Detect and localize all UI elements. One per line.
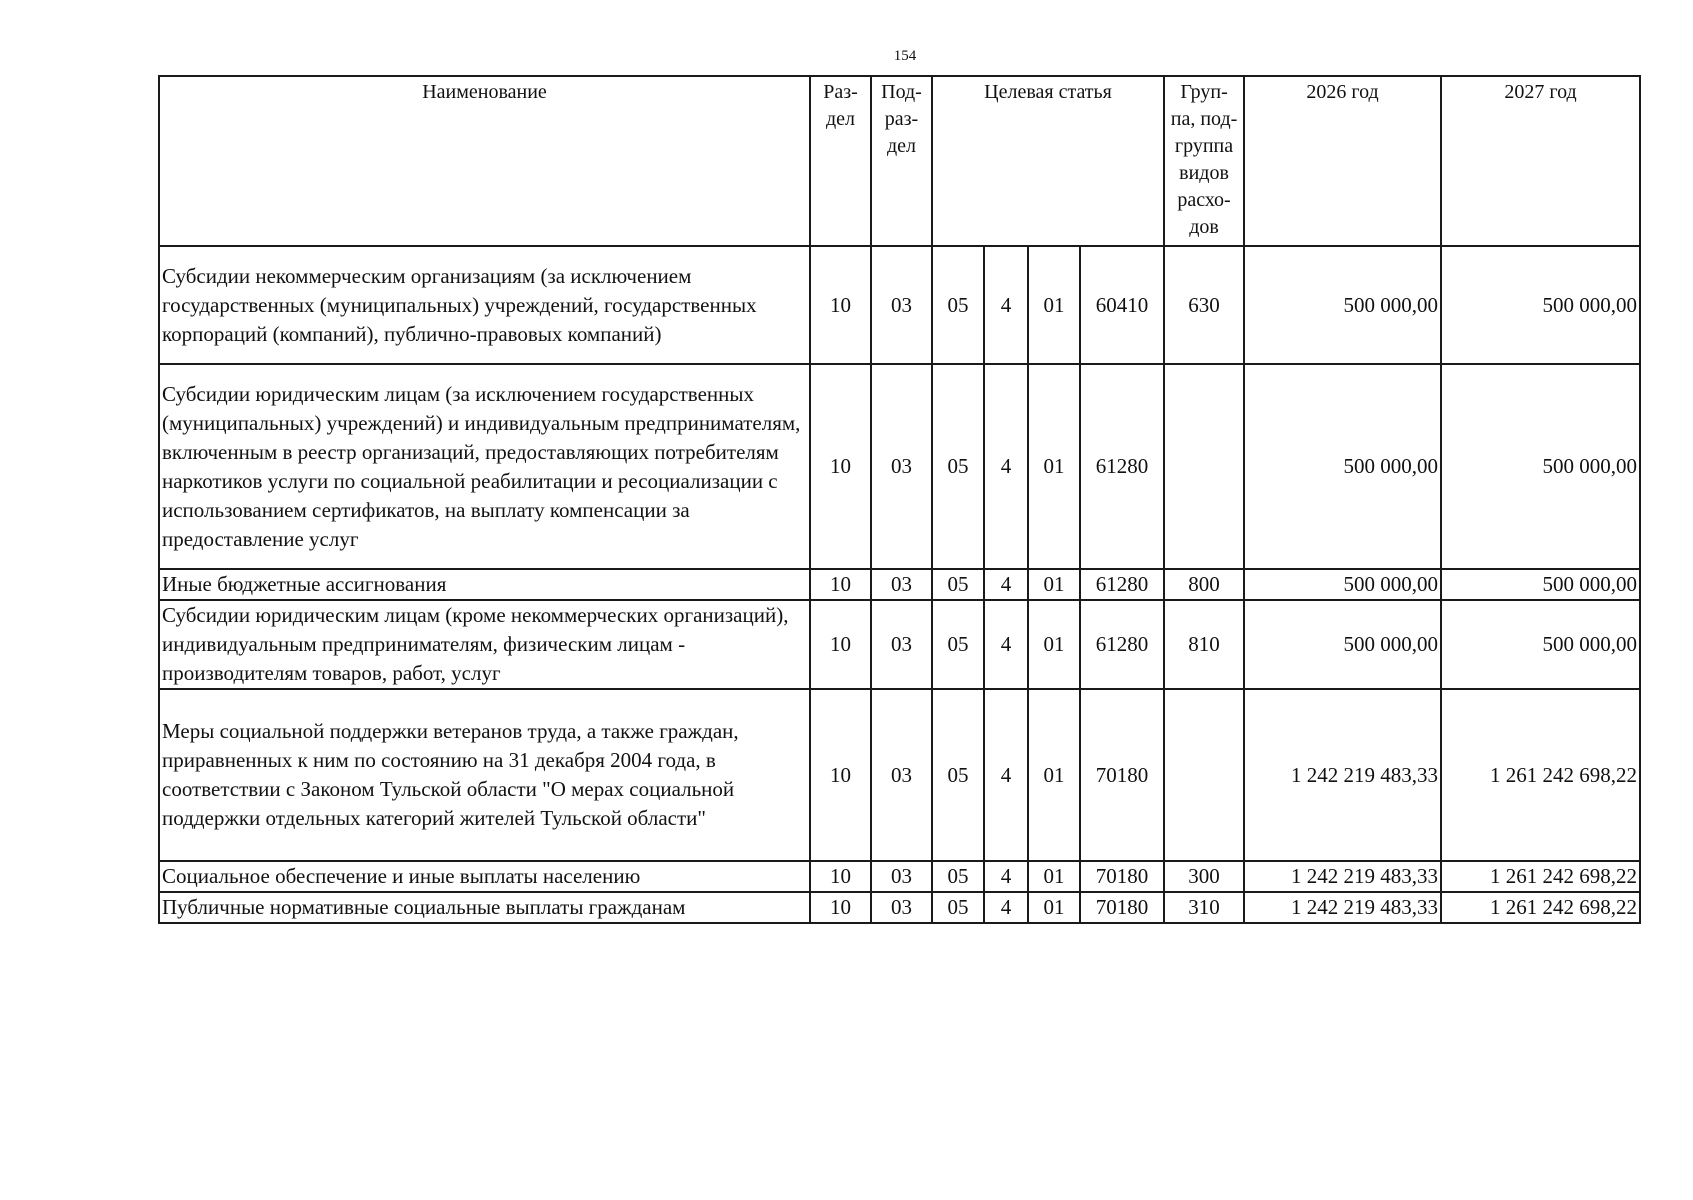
header-year-2026: 2026 год (1244, 76, 1441, 246)
cell-target-3: 01 (1028, 364, 1080, 569)
table-row (159, 600, 1640, 689)
cell-target-1: 05 (932, 600, 984, 689)
cell-section: 10 (810, 861, 871, 892)
header-target-article: Целевая статья (932, 76, 1164, 246)
cell-target-1: 05 (932, 246, 984, 364)
cell-subsection: 03 (871, 689, 932, 861)
cell-target-3: 01 (1028, 861, 1080, 892)
cell-target-3: 01 (1028, 569, 1080, 600)
cell-2027: 1 261 242 698,22 (1441, 689, 1640, 861)
header-section: Раз- дел (810, 76, 871, 246)
cell-target-2: 4 (984, 569, 1028, 600)
cell-target-3: 01 (1028, 600, 1080, 689)
cell-target-4: 61280 (1080, 569, 1164, 600)
table-row (159, 569, 1640, 600)
header-name: Наименование (159, 76, 810, 246)
table-header-row (159, 76, 1640, 246)
cell-target-2: 4 (984, 861, 1028, 892)
cell-name: Меры социальной поддержки ветеранов труда, а также граждан, приравненных к ним по состоянию на 31 декабря 2004 года, в соответствии с Законом Тульской области "О мерах социальной поддержки отдельных категорий жителей Тульской области" (159, 689, 810, 861)
cell-name: Социальное обеспечение и иные выплаты населению (159, 861, 810, 892)
header-expense-group: Груп- па, под- группа видов расхо- дов (1164, 76, 1244, 246)
cell-target-2: 4 (984, 600, 1028, 689)
cell-2027: 500 000,00 (1441, 246, 1640, 364)
cell-2026: 500 000,00 (1244, 364, 1441, 569)
cell-subsection: 03 (871, 364, 932, 569)
cell-subsection: 03 (871, 892, 932, 923)
cell-target-1: 05 (932, 861, 984, 892)
cell-group: 800 (1164, 569, 1244, 600)
cell-target-3: 01 (1028, 689, 1080, 861)
cell-2026: 1 242 219 483,33 (1244, 892, 1441, 923)
header-subsection: Под- раз- дел (871, 76, 932, 246)
cell-section: 10 (810, 569, 871, 600)
cell-target-3: 01 (1028, 246, 1080, 364)
table-row (159, 364, 1640, 569)
cell-2026: 1 242 219 483,33 (1244, 689, 1441, 861)
cell-target-1: 05 (932, 569, 984, 600)
cell-name: Субсидии юридическим лицам (кроме некоммерческих организаций), индивидуальным предпринимателям, физическим лицам - производителям товаров, работ, услуг (159, 600, 810, 689)
cell-2027: 1 261 242 698,22 (1441, 892, 1640, 923)
cell-target-4: 70180 (1080, 861, 1164, 892)
cell-section: 10 (810, 364, 871, 569)
cell-target-4: 70180 (1080, 892, 1164, 923)
cell-section: 10 (810, 600, 871, 689)
cell-group (1164, 364, 1244, 569)
cell-group: 300 (1164, 861, 1244, 892)
cell-section: 10 (810, 689, 871, 861)
cell-target-1: 05 (932, 689, 984, 861)
cell-group: 630 (1164, 246, 1244, 364)
cell-section: 10 (810, 892, 871, 923)
cell-2027: 500 000,00 (1441, 569, 1640, 600)
cell-name: Публичные нормативные социальные выплаты гражданам (159, 892, 810, 923)
cell-subsection: 03 (871, 246, 932, 364)
cell-target-4: 60410 (1080, 246, 1164, 364)
cell-target-4: 70180 (1080, 689, 1164, 861)
cell-section: 10 (810, 246, 871, 364)
cell-subsection: 03 (871, 861, 932, 892)
cell-2027: 500 000,00 (1441, 364, 1640, 569)
table-body (159, 246, 1640, 923)
cell-target-2: 4 (984, 689, 1028, 861)
cell-target-4: 61280 (1080, 600, 1164, 689)
cell-name: Субсидии некоммерческим организациям (за исключением государственных (муниципальных) учреждений, государственных корпораций (компаний), публично-правовых компаний) (159, 246, 810, 364)
cell-subsection: 03 (871, 569, 932, 600)
table-row (159, 892, 1640, 923)
cell-target-1: 05 (932, 892, 984, 923)
cell-name: Субсидии юридическим лицам (за исключением государственных (муниципальных) учреждений) и индивидуальным предпринимателям, включенным в реестр организаций, предоставляющих потребителям наркотиков услуги по социальной реабилитации и ресоциализации с использованием сертификатов, на выплату компенсации за предоставление услуг (159, 364, 810, 569)
cell-target-3: 01 (1028, 892, 1080, 923)
budget-table (158, 75, 1641, 924)
table-row (159, 246, 1640, 364)
table-row (159, 689, 1640, 861)
cell-target-1: 05 (932, 364, 984, 569)
cell-target-2: 4 (984, 892, 1028, 923)
cell-2026: 500 000,00 (1244, 600, 1441, 689)
cell-2026: 500 000,00 (1244, 569, 1441, 600)
header-year-2027: 2027 год (1441, 76, 1640, 246)
cell-group (1164, 689, 1244, 861)
cell-2027: 500 000,00 (1441, 600, 1640, 689)
cell-target-2: 4 (984, 364, 1028, 569)
table-row (159, 861, 1640, 892)
cell-target-4: 61280 (1080, 364, 1164, 569)
cell-group: 310 (1164, 892, 1244, 923)
cell-2027: 1 261 242 698,22 (1441, 861, 1640, 892)
page-number: 154 (893, 48, 917, 64)
cell-subsection: 03 (871, 600, 932, 689)
cell-2026: 500 000,00 (1244, 246, 1441, 364)
cell-group: 810 (1164, 600, 1244, 689)
cell-2026: 1 242 219 483,33 (1244, 861, 1441, 892)
cell-target-2: 4 (984, 246, 1028, 364)
cell-name: Иные бюджетные ассигнования (159, 569, 810, 600)
